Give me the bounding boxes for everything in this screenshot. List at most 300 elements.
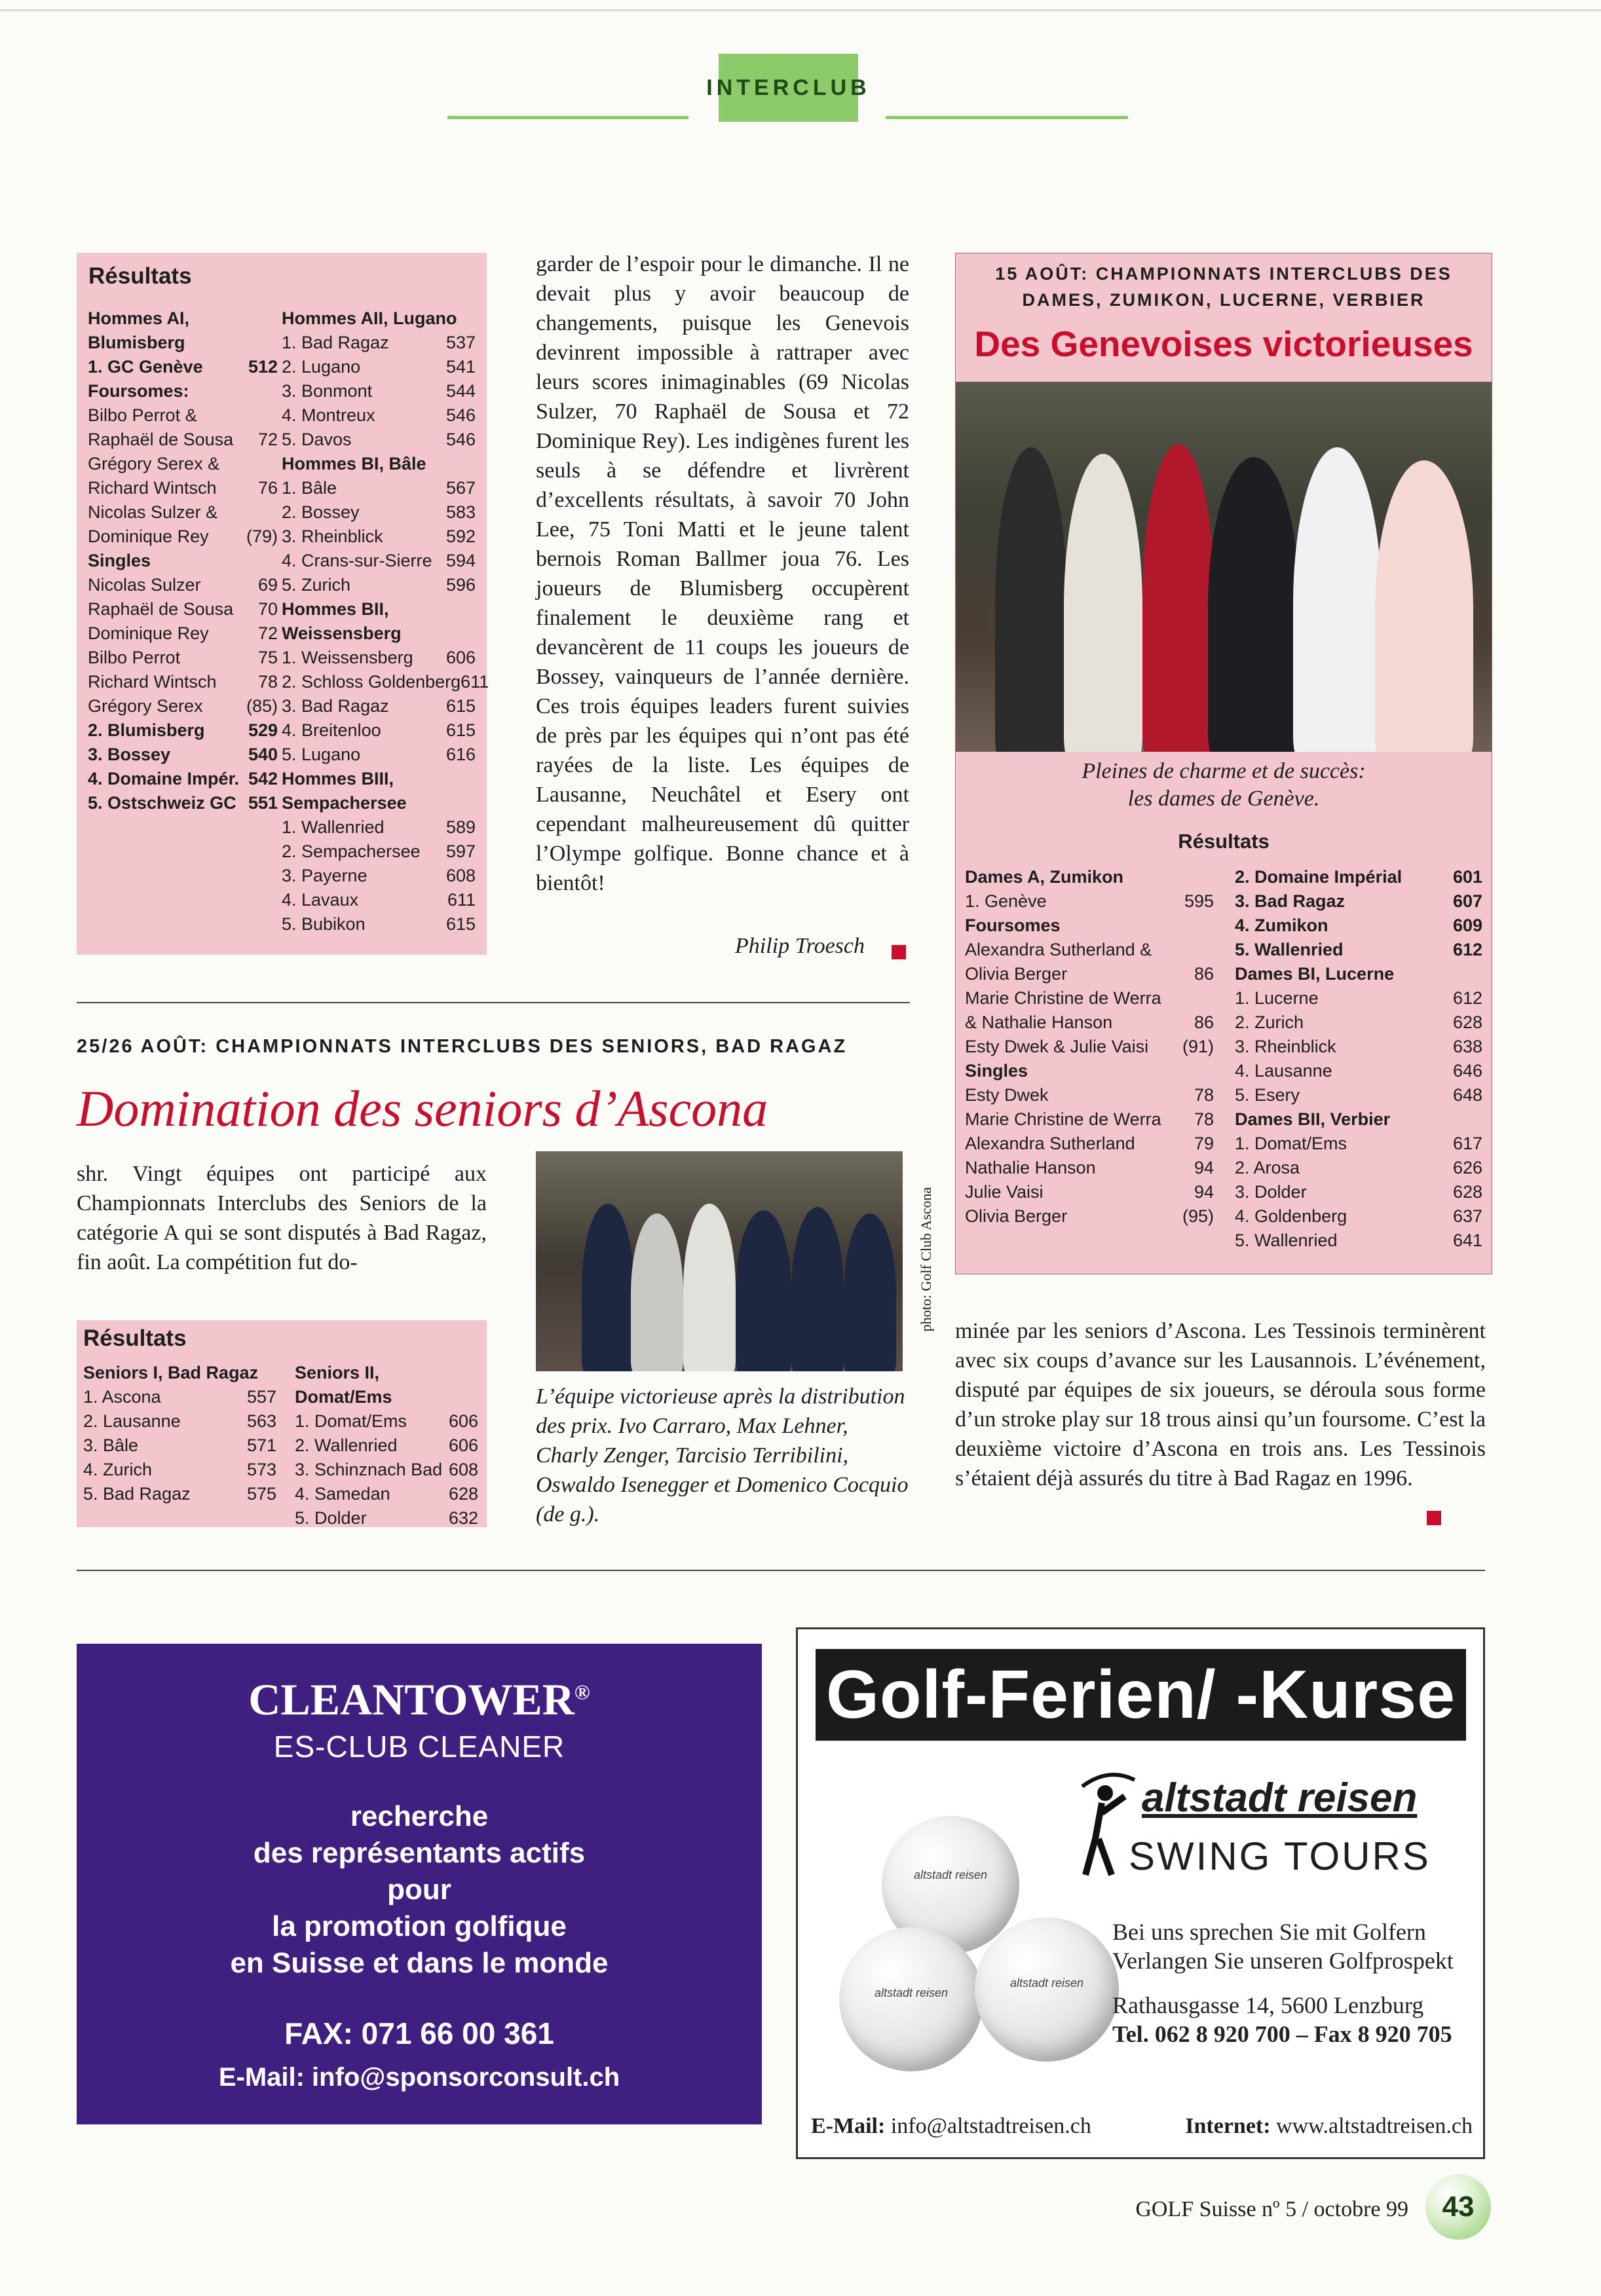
result-row — [965, 1035, 1214, 1059]
seniors-col1-head: Seniors I, Bad Ragaz — [83, 1363, 259, 1382]
result-row — [965, 1010, 1214, 1035]
section-tag: INTERCLUB — [719, 54, 858, 122]
golfferien-email[interactable]: info@altstadtreisen.ch — [890, 2114, 1091, 2138]
result-score: 611 — [461, 672, 489, 692]
result-label: 5. Wallenried — [1235, 940, 1344, 959]
result-label: 4. Breitenloo — [282, 720, 381, 740]
result-row — [965, 865, 1214, 889]
result-score: 648 — [1452, 1085, 1482, 1105]
result-row — [88, 452, 278, 476]
result-label: Esty Dwek — [965, 1085, 1049, 1105]
result-row — [88, 525, 278, 549]
end-square-icon — [1427, 1511, 1441, 1525]
result-score: 86 — [1194, 964, 1214, 984]
result-label: 4. Goldenberg — [1235, 1206, 1347, 1226]
result-label: 1. Bâle — [282, 478, 337, 498]
result-label: 5. Zurich — [282, 575, 351, 595]
seniors-team-photo — [536, 1151, 903, 1371]
result-label: 3. Bossey — [88, 745, 171, 764]
golf-ball-2 — [839, 1927, 983, 2071]
result-score: 616 — [445, 745, 476, 764]
result-score: 628 — [1452, 1012, 1482, 1032]
result-label: 2. Wallenried — [295, 1435, 398, 1455]
result-row — [1235, 1180, 1482, 1204]
seniors-intro-text: shr. Vingt équipes ont participé aux Championnats Interclubs des Seniors de la catégorie A qui se sont disputés à Bad Ragaz, fin août. La compétition fut do- — [77, 1162, 487, 1274]
result-label: 3. Bonmont — [282, 381, 373, 401]
ladies-caption-1: Pleines de charme et de succès: — [1082, 759, 1366, 783]
result-score: 589 — [445, 817, 476, 837]
result-row — [295, 1409, 478, 1434]
result-score: 546 — [445, 405, 476, 425]
result-row — [965, 1180, 1214, 1204]
result-row — [88, 646, 278, 670]
cleantower-email[interactable]: E-Mail: info@sponsorconsult.ch — [218, 2063, 620, 2092]
result-label: 4. Montreux — [282, 405, 375, 425]
cleantower-line1: recherche — [350, 1800, 489, 1832]
result-row — [965, 1059, 1214, 1083]
cleantower-line3: pour — [387, 1874, 451, 1906]
result-label: 5. Esery — [1235, 1085, 1300, 1105]
result-score: 78 — [257, 672, 278, 692]
result-row — [295, 1482, 478, 1506]
result-row — [965, 889, 1214, 914]
men-results-col2 — [282, 306, 489, 936]
golf-ball-1-text: altstadt reisen — [913, 1868, 988, 1881]
result-row — [88, 428, 278, 452]
result-score: 78 — [1194, 1085, 1214, 1105]
result-score: 617 — [1452, 1134, 1482, 1153]
result-score: 637 — [1452, 1206, 1482, 1226]
result-row — [88, 670, 278, 694]
ladies-team-photo — [956, 382, 1492, 752]
result-row — [88, 718, 278, 743]
registered-mark: ® — [574, 1680, 590, 1704]
golfferien-line1: Bei uns sprechen Sie mit Golfern — [1112, 1919, 1426, 1945]
result-score: 606 — [448, 1411, 478, 1431]
result-score: 583 — [445, 502, 476, 522]
result-score: 529 — [248, 720, 278, 740]
cleantower-brand — [77, 1674, 762, 1726]
result-label: Weissensberg — [282, 623, 402, 643]
result-row — [282, 621, 476, 646]
result-row — [1235, 962, 1482, 986]
result-score: 70 — [257, 599, 278, 619]
ladies-kicker-2: DAMES, ZUMIKON, LUCERNE, VERBIER — [1022, 290, 1425, 310]
result-row — [282, 355, 476, 379]
result-label: Olivia Berger — [965, 964, 1068, 984]
result-label: Esty Dwek & Julie Vaisi — [965, 1037, 1149, 1056]
result-row — [282, 767, 476, 791]
result-label: 4. Zurich — [83, 1460, 153, 1479]
ladies-headline: Des Genevoises victorieuses — [974, 324, 1473, 364]
top-border-line — [0, 9, 1601, 11]
ads-divider — [77, 1570, 1485, 1571]
seniors-col2-head: Seniors II, Domat/Ems — [295, 1363, 392, 1407]
result-label: 5. Lugano — [282, 745, 361, 764]
cleantower-line4: la promotion golfique — [272, 1910, 567, 1942]
result-score: 78 — [1194, 1109, 1214, 1129]
result-label: 1. GC Genève — [88, 357, 203, 377]
result-row — [83, 1482, 276, 1506]
result-row — [282, 791, 476, 815]
golfferien-ad[interactable] — [796, 1627, 1485, 2159]
result-label: Sempachersee — [282, 793, 407, 813]
result-score: (95) — [1182, 1206, 1214, 1226]
result-label: Dominique Rey — [88, 527, 209, 546]
result-label: Hommes BI, Bâle — [282, 454, 426, 473]
ladies-caption-2: les dames de Genève. — [1127, 787, 1320, 811]
result-label: 1. Genève — [965, 891, 1047, 911]
result-score: 641 — [1452, 1231, 1482, 1250]
result-score: 546 — [445, 430, 476, 449]
result-label: 1. Weissensberg — [282, 648, 413, 667]
result-label: Alexandra Sutherland & — [965, 940, 1152, 959]
result-score: 611 — [447, 890, 476, 910]
result-label: 3. Rheinblick — [282, 527, 383, 546]
result-score: 606 — [448, 1435, 478, 1455]
result-score: 607 — [1452, 891, 1482, 911]
swing-tours-brand: SWING TOURS — [1129, 1834, 1431, 1878]
result-score: 69 — [257, 575, 278, 595]
result-label: 4. Domaine Impér. — [88, 769, 240, 788]
result-row — [1235, 889, 1482, 914]
result-row — [88, 573, 278, 597]
result-row — [83, 1434, 276, 1458]
result-row — [88, 694, 278, 718]
result-row — [1235, 914, 1482, 938]
result-row — [83, 1409, 276, 1434]
result-row — [295, 1434, 478, 1458]
result-score: 94 — [1194, 1182, 1214, 1202]
result-score: 615 — [445, 914, 476, 934]
result-score: 615 — [445, 696, 476, 716]
result-row — [1235, 1229, 1482, 1253]
result-row — [88, 621, 278, 646]
result-score: 638 — [1452, 1037, 1482, 1056]
men-results-col1 — [88, 306, 278, 815]
result-score: 615 — [445, 720, 476, 740]
result-score: 592 — [445, 527, 476, 546]
seniors-photo-credit-wrap — [914, 1153, 937, 1373]
result-label: Hommes AII, Lugano — [282, 308, 457, 328]
result-row — [282, 573, 476, 597]
result-score: 542 — [248, 769, 278, 788]
result-label: Foursomes: — [88, 381, 189, 401]
result-label: 4. Lausanne — [1235, 1061, 1332, 1081]
result-label: 2. Blumisberg — [88, 720, 205, 740]
result-label: Raphaël de Sousa — [88, 430, 234, 449]
ladies-results-col2 — [1235, 865, 1482, 1253]
golf-ball-3-text: altstadt reisen — [1009, 1976, 1084, 1990]
golf-ball-3 — [975, 1917, 1119, 2062]
cleantower-brand-text: CLEANTOWER — [248, 1675, 574, 1724]
result-label: Hommes AI, — [88, 308, 190, 328]
result-row — [88, 403, 278, 428]
result-label: 2. Domaine Impérial — [1235, 867, 1403, 887]
result-row — [282, 525, 476, 549]
result-score: 537 — [445, 333, 476, 352]
result-row — [282, 476, 476, 500]
result-label: Julie Vaisi — [965, 1182, 1044, 1202]
result-label: 1. Wallenried — [282, 817, 385, 837]
result-row — [282, 864, 476, 888]
result-label: 1. Domat/Ems — [295, 1411, 407, 1431]
result-row — [88, 355, 278, 379]
result-label: Raphaël de Sousa — [88, 599, 234, 619]
result-label: 3. Schinznach Bad — [295, 1460, 443, 1479]
seniors-kicker: 25/26 AOÛT: CHAMPIONNATS INTERCLUBS DES SENIORS, BAD RAGAZ — [77, 1036, 848, 1057]
result-label: Grégory Serex — [88, 696, 203, 716]
golfferien-body — [1112, 1917, 1476, 2048]
ladies-results-col1 — [965, 865, 1214, 1229]
footer-magazine: GOLF Suisse nº 5 / octobre 99 — [1135, 2197, 1408, 2221]
result-row — [88, 500, 278, 525]
result-row — [1235, 938, 1482, 962]
result-label: Bilbo Perrot & — [88, 405, 197, 425]
seniors-divider — [77, 1002, 910, 1003]
result-row — [295, 1458, 478, 1482]
result-label: 4. Samedan — [295, 1484, 390, 1504]
result-score: 573 — [246, 1460, 276, 1479]
result-label: Hommes BIII, — [282, 769, 394, 788]
golfferien-contact — [811, 2114, 1473, 2139]
result-score: 75 — [257, 648, 278, 667]
result-row — [282, 815, 476, 840]
result-label: 2. Lausanne — [83, 1411, 181, 1431]
end-square-icon — [892, 945, 906, 959]
cleantower-line5: en Suisse et dans le monde — [230, 1947, 609, 1979]
result-score: 72 — [257, 623, 278, 643]
result-score: 646 — [1452, 1061, 1482, 1081]
seniors-photo-caption: L’équipe victorieuse après la distribution des prix. Ivo Carraro, Max Lehner, Charly Zenger, Tarcisio Terribilini, Oswaldo Isenegger et Domenico Cocquio (de g.). — [536, 1384, 909, 1527]
result-row — [88, 743, 278, 767]
cleantower-fax: FAX: 071 66 00 361 — [284, 2016, 554, 2050]
result-label: Hommes BII, — [282, 599, 389, 619]
seniors-results-title: Résultats — [83, 1325, 187, 1351]
result-row — [1235, 1059, 1482, 1083]
result-label: Dominique Rey — [88, 623, 209, 643]
result-row — [1235, 1035, 1482, 1059]
result-row — [282, 670, 489, 694]
result-label: 3. Payerne — [282, 866, 367, 885]
result-score: 557 — [246, 1387, 276, 1407]
result-row — [1235, 1156, 1482, 1180]
result-label: 2. Bossey — [282, 502, 360, 522]
result-row — [1235, 1204, 1482, 1229]
result-label: Olivia Berger — [965, 1206, 1068, 1226]
result-row — [282, 379, 476, 403]
result-label: & Nathalie Hanson — [965, 1012, 1113, 1032]
result-score: 94 — [1194, 1158, 1214, 1177]
result-label: Marie Christine de Werra — [965, 988, 1161, 1008]
result-label: 2. Lugano — [282, 357, 361, 377]
result-score: 571 — [246, 1435, 276, 1455]
result-score: 628 — [448, 1484, 478, 1504]
result-row — [282, 743, 476, 767]
golfferien-tel: Tel. 062 8 920 700 – Fax 8 920 705 — [1112, 2021, 1452, 2047]
ladies-box — [955, 253, 1492, 1274]
golfferien-title: Golf-Ferien/ -Kurse — [816, 1649, 1466, 1741]
result-row — [83, 1385, 276, 1409]
result-label: 4. Lavaux — [282, 890, 359, 910]
result-score: 595 — [1184, 891, 1214, 911]
result-row — [282, 912, 476, 936]
cleantower-line2: des représentants actifs — [253, 1837, 586, 1869]
seniors-headline: Domination des seniors d’Ascona — [77, 1080, 768, 1137]
result-row — [1235, 865, 1482, 889]
seniors-photo-credit: photo: Golf Club Ascona — [918, 1187, 934, 1332]
result-row — [965, 1204, 1214, 1229]
result-score: 540 — [248, 745, 278, 764]
result-label: 5. Dolder — [295, 1508, 367, 1528]
result-label: 3. Dolder — [1235, 1182, 1307, 1202]
result-row — [965, 1083, 1214, 1107]
result-label: Blumisberg — [88, 333, 185, 352]
result-label: 3. Bâle — [83, 1435, 139, 1455]
result-label: Richard Wintsch — [88, 672, 217, 692]
result-score: 563 — [246, 1411, 276, 1431]
result-label: 1. Ascona — [83, 1387, 161, 1407]
seniors-results-col2 — [295, 1361, 478, 1530]
result-label: 3. Rheinblick — [1235, 1037, 1336, 1056]
men-results-title: Résultats — [88, 263, 192, 289]
result-label: 2. Sempachersee — [282, 842, 421, 861]
result-row — [1235, 986, 1482, 1010]
seniors-results-col1 — [83, 1361, 276, 1506]
result-label: Dames BII, Verbier — [1235, 1109, 1391, 1129]
result-label: Grégory Serex & — [88, 454, 220, 473]
result-score: 541 — [445, 357, 476, 377]
result-label: 5. Davos — [282, 430, 352, 449]
result-row — [282, 331, 476, 355]
result-score: 612 — [1452, 988, 1482, 1008]
result-row — [965, 986, 1214, 1010]
result-row — [88, 767, 278, 791]
result-label: Dames A, Zumikon — [965, 867, 1124, 887]
golfferien-line2: Verlangen Sie unseren Golfprospekt — [1112, 1948, 1454, 1974]
result-label: 2. Arosa — [1235, 1158, 1300, 1177]
result-row — [1235, 1083, 1482, 1107]
result-row — [965, 962, 1214, 986]
result-row — [282, 888, 476, 912]
ladies-results-title: Résultats — [1178, 830, 1270, 853]
altstadt-brand: altstadt reisen — [1142, 1775, 1418, 1821]
result-score: 512 — [248, 357, 278, 377]
seniors-continuation-text: minée par les seniors d’Ascona. Les Tessinois terminèrent avec six coups d’avance sur les Lausannois. L’événement, disputé par équipes de six joueurs, se déroula sous forme d’un stroke play sur 18 trous ainsi qu’un foursome. C’est la deuxième victoire d’Ascona en trois ans. Les Tessinois s’étaient déjà assurés du titre à Bad Ragaz en 1996. — [955, 1319, 1486, 1491]
golfferien-website[interactable]: www.altstadtreisen.ch — [1276, 2114, 1473, 2138]
result-score: (91) — [1182, 1037, 1214, 1056]
result-score: 544 — [445, 381, 476, 401]
result-row — [965, 914, 1214, 938]
result-label: 3. Bad Ragaz — [1235, 891, 1346, 911]
result-score: 601 — [1452, 867, 1482, 887]
result-score: 632 — [448, 1508, 478, 1528]
result-label: 4. Zumikon — [1235, 916, 1328, 935]
result-score: 594 — [445, 551, 476, 570]
golfferien-address: Rathausgasse 14, 5600 Lenzburg — [1112, 1992, 1424, 2018]
result-label: Nathalie Hanson — [965, 1158, 1096, 1177]
result-label: 1. Bad Ragaz — [282, 333, 389, 352]
result-label: Nicolas Sulzer — [88, 575, 201, 595]
header-rule-left — [447, 116, 688, 119]
result-row — [88, 549, 278, 573]
result-row — [282, 646, 476, 670]
result-score: 606 — [445, 648, 476, 667]
result-row — [282, 597, 476, 621]
result-label: 5. Wallenried — [1235, 1231, 1338, 1250]
result-row — [88, 476, 278, 500]
result-label: Singles — [965, 1061, 1028, 1081]
result-label: Nicolas Sulzer & — [88, 502, 218, 522]
result-score: 609 — [1452, 916, 1482, 935]
result-label: 1. Domat/Ems — [1235, 1134, 1347, 1153]
result-row — [282, 500, 476, 525]
cleantower-body — [77, 1798, 762, 1982]
result-row — [965, 1132, 1214, 1156]
result-label: Bilbo Perrot — [88, 648, 181, 667]
result-row — [282, 840, 476, 864]
result-score: 608 — [448, 1460, 478, 1479]
result-label: Alexandra Sutherland — [965, 1134, 1135, 1153]
result-row — [965, 938, 1214, 962]
result-label: 2. Schloss Goldenberg — [282, 672, 461, 692]
email-label: E-Mail: — [811, 2114, 886, 2138]
result-row — [1235, 1132, 1482, 1156]
result-row — [282, 452, 476, 476]
result-score: 628 — [1452, 1182, 1482, 1202]
result-label: Foursomes — [965, 916, 1061, 935]
result-row — [88, 379, 278, 403]
result-label: 5. Bad Ragaz — [83, 1484, 191, 1504]
result-row — [282, 403, 476, 428]
result-label: Richard Wintsch — [88, 478, 217, 498]
result-row — [282, 718, 476, 743]
result-row — [282, 428, 476, 452]
result-label: 3. Bad Ragaz — [282, 696, 389, 716]
result-label: Dames BI, Lucerne — [1235, 964, 1395, 984]
result-row — [88, 331, 278, 355]
header-rule-right — [886, 116, 1128, 119]
result-row — [282, 549, 476, 573]
result-row — [282, 694, 476, 718]
men-article-text: garder de l’espoir pour le dimanche. Il ne devait plus y avoir beaucoup de changements, puisque les Genevois devinrent impossible à rattraper avec leurs scores inimaginables (69 Nicolas Sulzer, 70 Raphaël de Sousa et 72 Dominique Rey). Les indigènes furent les seuls à se défendre et livrèrent d’excellents résultats, à savoir 70 John Lee, 75 Toni Matti et le jeune talent bernois Roman Ballmer joua 76. Les joueurs de Blumisberg occupèrent finalement le deuxième rang et devancèrent de 11 coups les joueurs de Bossey, vainqueurs de l’année dernière. Ces trois équipes leaders furent suivies de près par les équipes qui n’ont pas été rayées de la liste. Les équipes de Lausanne, Neuchâtel et Esery ont cependant malheureusement dû quitter l’Olympe golfique. Bonne chance et à bientôt! — [536, 252, 909, 895]
men-results-box — [77, 253, 487, 955]
result-score: 551 — [248, 793, 278, 813]
result-label: 5. Bubikon — [282, 914, 366, 934]
result-score: 86 — [1194, 1012, 1214, 1032]
cleantower-subtitle: ES-CLUB CLEANER — [273, 1730, 565, 1764]
result-score: 612 — [1452, 940, 1482, 959]
result-row — [88, 597, 278, 621]
result-label: 2. Zurich — [1235, 1012, 1304, 1032]
seniors-results-box — [77, 1320, 487, 1527]
result-row — [295, 1506, 478, 1530]
result-row — [1235, 1010, 1482, 1035]
result-label: 4. Crans-sur-Sierre — [282, 551, 432, 570]
result-label: Marie Christine de Werra — [965, 1109, 1161, 1129]
cleantower-ad[interactable] — [77, 1644, 762, 2124]
result-score: 567 — [445, 478, 476, 498]
golf-ball-2-text: altstadt reisen — [874, 1986, 949, 1999]
result-label: Singles — [88, 551, 151, 570]
internet-label: Internet: — [1185, 2114, 1271, 2138]
result-score: (85) — [246, 696, 278, 716]
result-score: 596 — [445, 575, 476, 595]
result-label: 1. Lucerne — [1235, 988, 1319, 1008]
result-score: 76 — [257, 478, 278, 498]
result-score: 72 — [257, 430, 278, 449]
result-row — [965, 1156, 1214, 1180]
